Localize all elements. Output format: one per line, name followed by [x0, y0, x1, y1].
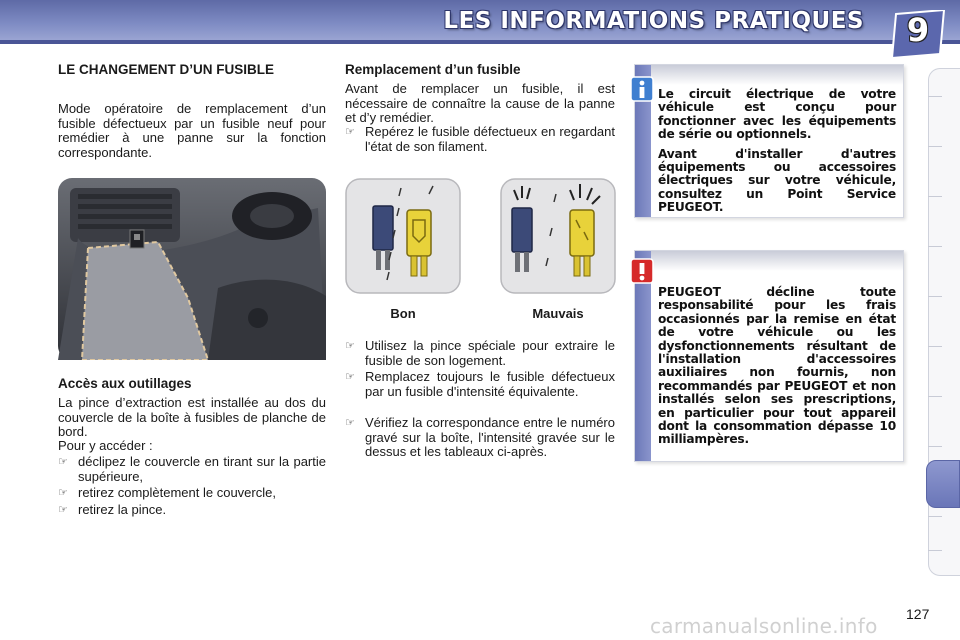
pointing-hand-icon: ☞	[58, 486, 68, 499]
replacement-heading: Remplacement d’un fusible	[345, 62, 521, 77]
tools-heading: Accès aux outillages	[58, 376, 192, 391]
caption-bad: Mauvais	[532, 306, 584, 321]
section-title: LES INFORMATIONS PRATIQUES	[443, 8, 864, 34]
chapter-number: 9	[906, 11, 930, 49]
watermark: carmanualsonline.info	[650, 614, 878, 638]
tab-divider	[928, 550, 942, 551]
fuse-box-photo	[58, 178, 326, 360]
info-paragraph: Le circuit électrique de votre véhicule est conçu pour fonctionner avec les équipements de série ou optionnels.	[658, 87, 896, 142]
access-label: Pour y accéder :	[58, 438, 153, 453]
tab-divider	[928, 196, 942, 197]
tab-divider	[928, 146, 942, 147]
tab-divider	[928, 346, 942, 347]
caption-good: Bon	[390, 306, 416, 321]
pointing-hand-icon: ☞	[58, 503, 68, 516]
tab-chapter-9[interactable]	[926, 460, 960, 508]
warning-paragraph: PEUGEOT décline toute responsabilité pour les frais occasionnés par la remise en état de votre véhicule ou les dysfonctionnements résultant de l'installation d'accessoires auxiliaires non fournis, non recommandés par PEUGEOT et non installés selon ses prescriptions, en particulier pour tout appareil dont la consommation dépasse 10 milliampères.	[658, 285, 896, 447]
header-stripe	[0, 40, 960, 44]
fuse-good-illustration	[345, 178, 461, 294]
warning-icon	[630, 258, 654, 284]
list-item: ☞ déclipez le couvercle en tirant sur la partie supérieure,	[58, 454, 326, 484]
list-item: ☞ retirez complètement le couvercle,	[58, 485, 276, 500]
fuse-bad-illustration	[500, 178, 616, 294]
pointing-hand-icon: ☞	[345, 416, 355, 429]
chapter-badge	[890, 10, 946, 58]
tab-divider	[928, 516, 942, 517]
replacement-intro: Avant de remplacer un fusible, il est nécessaire de connaître la cause de la panne et d’y remédier.	[345, 81, 615, 126]
warning-box-text	[658, 286, 896, 453]
page-number: 127	[906, 606, 930, 622]
pointing-hand-icon: ☞	[345, 370, 355, 383]
tab-divider	[928, 96, 942, 97]
tools-paragraph: La pince d’extraction est installée au dos du couvercle de la boîte à fusibles de planche de bord.	[58, 395, 326, 440]
tab-divider	[928, 246, 942, 247]
info-icon	[630, 76, 654, 102]
list-item: ☞ retirez la pince.	[58, 502, 167, 517]
tab-divider	[928, 446, 942, 447]
info-box-text	[658, 88, 896, 221]
list-item: ☞ Repérez le fusible défectueux en regardant l'état de son filament.	[345, 124, 615, 154]
pointing-hand-icon: ☞	[58, 455, 68, 468]
tab-divider	[928, 296, 942, 297]
list-item: ☞ Remplacez toujours le fusible défectueux par un fusible d'intensité équivalente.	[345, 369, 615, 399]
page-header	[0, 0, 960, 46]
list-item: ☞ Vérifiez la correspondance entre le numéro gravé sur la boîte, l'intensité gravée sur le dessus et les tableaux ci-après.	[345, 415, 615, 460]
pointing-hand-icon: ☞	[345, 339, 355, 352]
info-paragraph: Avant d'installer d'autres équipements ou accessoires électriques sur votre véhicule, consultez un Point Service PEUGEOT.	[658, 146, 896, 215]
pointing-hand-icon: ☞	[345, 125, 355, 138]
intro-paragraph: Mode opératoire de remplacement d’un fusible défectueux par un fusible neuf pour remédier à une panne sur la fonction correspondante.	[58, 101, 326, 160]
list-item: ☞ Utilisez la pince spéciale pour extraire le fusible de son logement.	[345, 338, 615, 368]
tab-divider	[928, 396, 942, 397]
section-heading: LE CHANGEMENT D’UN FUSIBLE	[58, 62, 274, 77]
